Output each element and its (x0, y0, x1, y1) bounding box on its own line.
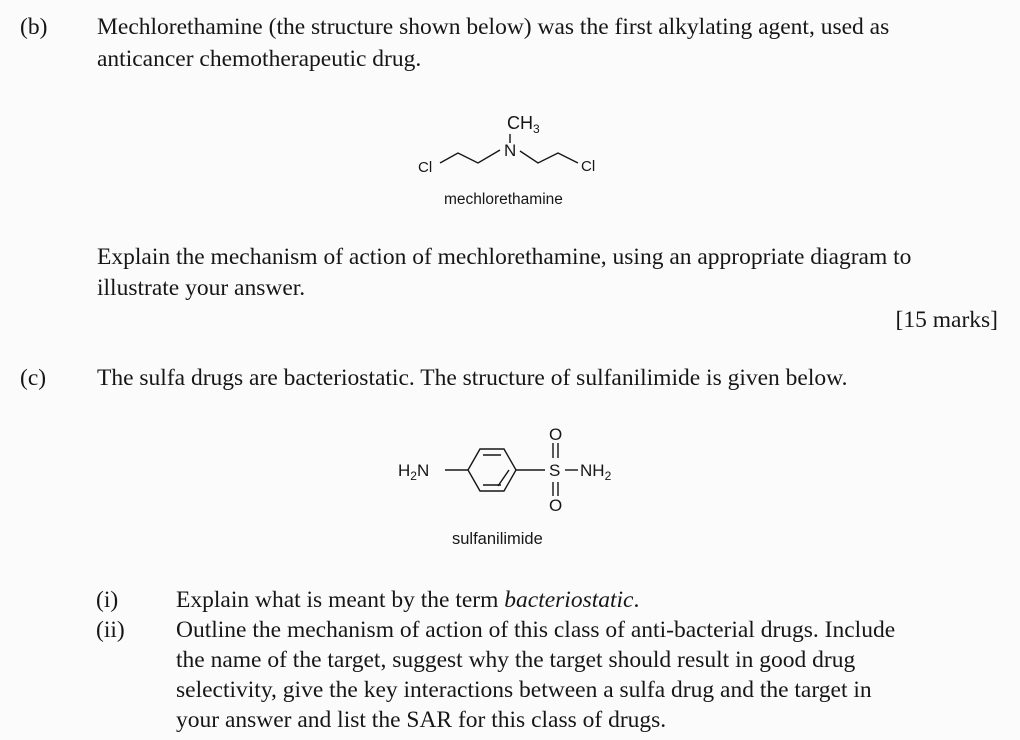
amine-group-left-label: $H_2N$ (398, 461, 430, 483)
amine-group-right-label: $NH_2$ (580, 461, 612, 483)
sulfur-atom-label: S (549, 461, 561, 480)
item-ii-line-1: Outline the mechanism of action of this class of anti-bacterial drugs. Include (176, 617, 896, 643)
section-b-marks: [15 marks] (895, 307, 998, 333)
item-ii-line-4: your answer and list the SAR for this class of drugs. (176, 707, 667, 733)
item-i-text: Explain what is meant by the term bacteriostatic. (176, 587, 640, 613)
section-b-question-line-2: anticancer chemotherapeutic drug. (97, 46, 422, 72)
chlorine-right-label: Cl (581, 158, 596, 175)
item-ii-label: (ii) (96, 617, 125, 643)
item-ii-line-2: the name of the target, suggest why the target should result in good drug (176, 647, 856, 673)
mechlorethamine-structure (400, 100, 630, 190)
bacteriostatic-term: bacteriostatic (504, 587, 634, 613)
oxygen-bottom-label: O (549, 496, 563, 514)
section-b-question-line-1: Mechlorethamine (the structure shown below) was the first alkylating agent, used as (97, 14, 890, 40)
item-ii-line-3: selectivity, give the key interactions between a sulfa drug and the target in (176, 677, 872, 703)
section-b-task-line-1: Explain the mechanism of action of mechlorethamine, using an appropriate diagram to (97, 244, 912, 270)
section-c-intro: The sulfa drugs are bacteriostatic. The structure of sulfanilimide is given below. (97, 365, 848, 391)
sulfanilimide-caption: sulfanilimide (452, 530, 543, 548)
item-i-label: (i) (96, 587, 119, 613)
chlorine-left-label: Cl (418, 159, 433, 176)
sulfanilimide-structure (390, 422, 640, 514)
oxygen-top-label: O (549, 425, 563, 444)
nitrogen-atom-label: N (504, 141, 517, 160)
ch3-atom-label: $CH_3$ (507, 113, 540, 136)
mechlorethamine-caption: mechlorethamine (444, 191, 563, 208)
section-b-label: (b) (20, 14, 48, 40)
section-c-label: (c) (20, 365, 47, 391)
section-b-task-line-2: illustrate your answer. (97, 275, 306, 301)
